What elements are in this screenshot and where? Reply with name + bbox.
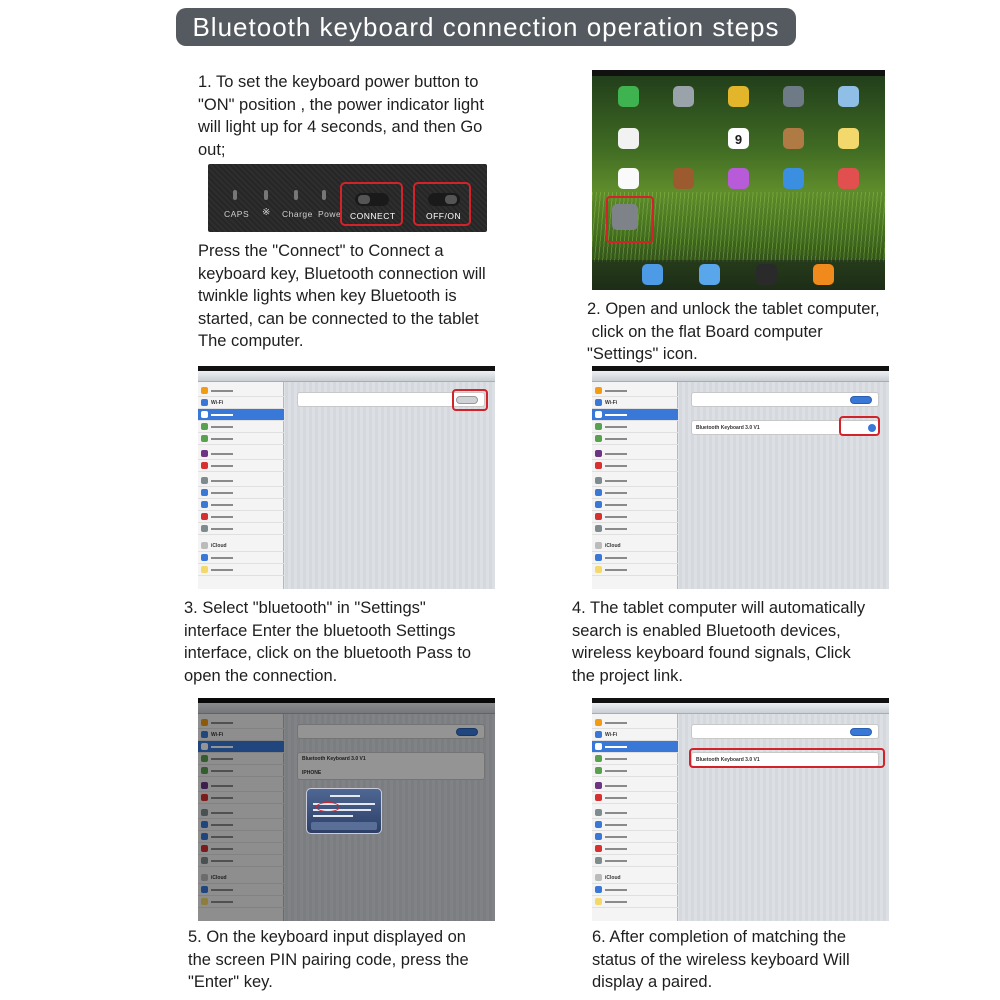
reminders-icon[interactable]: [618, 168, 639, 189]
step-3-line: interface, click on the bluetooth Pass to: [184, 644, 472, 662]
device-name: Bluetooth Keyboard 3.0 V1: [302, 756, 366, 762]
paired-device-highlight: [689, 748, 885, 768]
mail-icon[interactable]: [699, 264, 720, 285]
device-link-highlight: [839, 416, 880, 436]
settings-screen-pin-dialog: [198, 698, 495, 921]
step-3-line: interface Enter the bluetooth Settings: [184, 621, 456, 640]
bluetooth-icon: ※: [262, 207, 271, 218]
step-3-line: open the connection.: [184, 666, 338, 685]
sidebar-item-bluetooth[interactable]: [592, 741, 678, 753]
settings-sidebar: [592, 714, 678, 921]
step-4-line: the project link.: [572, 666, 683, 685]
icloud-label: iCloud: [605, 875, 621, 881]
step-1-line: "ON" position , the power indicator light: [198, 95, 484, 114]
contacts-icon[interactable]: [783, 128, 804, 149]
step-4-line: wireless keyboard found signals, Click: [572, 644, 851, 662]
connect-switch[interactable]: [355, 193, 389, 206]
bluetooth-row: [691, 724, 879, 739]
charge-led: [294, 190, 298, 200]
bluetooth-toggle[interactable]: [850, 396, 872, 404]
step-2-line: 2. Open and unlock the tablet computer,: [587, 300, 880, 318]
icloud-label: iCloud: [211, 543, 227, 549]
wifi-label: Wi-Fi: [211, 732, 224, 738]
step-1-line: out;: [198, 140, 226, 159]
gamecenter-icon[interactable]: [838, 168, 859, 189]
power-label: Powe: [318, 209, 342, 219]
step-1b-line: started, can be connected to the tablet: [198, 309, 479, 328]
photos-icon[interactable]: [728, 86, 749, 107]
wifi-label: Wi-Fi: [605, 400, 618, 406]
settings-sidebar: [592, 382, 678, 589]
device-name: Bluetooth Keyboard 3.0 V1: [696, 425, 760, 431]
camera-icon[interactable]: [673, 86, 694, 107]
pin-pairing-dialog: [306, 788, 382, 834]
wifi-label: Wi-Fi: [211, 400, 224, 406]
step-1b-line: Press the "Connect" to Connect a: [198, 242, 444, 260]
step-1b-line: The computer.: [198, 332, 304, 350]
step-3-line: 3. Select "bluetooth" in "Settings": [184, 599, 426, 617]
step-2-text: [587, 298, 907, 366]
step-2-line: "Settings" icon.: [587, 345, 698, 363]
connect-button-highlight[interactable]: [340, 182, 403, 226]
status-bar: [592, 70, 885, 76]
safari-icon[interactable]: [642, 264, 663, 285]
step-1-line: will light up for 4 seconds, and then Go: [198, 118, 483, 136]
step-5-text: [188, 926, 528, 994]
settings-main: [679, 382, 889, 589]
facetime-icon[interactable]: [783, 86, 804, 107]
notes-icon[interactable]: [838, 128, 859, 149]
step-4-line: 4. The tablet computer will automatically: [572, 599, 866, 617]
charge-label: Charge: [282, 209, 313, 219]
nav-bar: [592, 371, 889, 382]
offon-label: OFF/ON: [426, 211, 462, 221]
keyboard-panel-image: [208, 164, 487, 232]
page-title: Bluetooth keyboard connection operation steps: [176, 8, 796, 46]
step-4-line: search is enabled Bluetooth devices,: [572, 621, 841, 640]
itunes-icon[interactable]: [728, 168, 749, 189]
videos-icon[interactable]: [756, 264, 777, 285]
step-1-line: 1. To set the keyboard power button to: [198, 73, 479, 91]
step-6-text: [592, 926, 912, 994]
tablet-home-screen: [592, 70, 885, 290]
clock-icon[interactable]: [618, 128, 639, 149]
step-6-line: status of the wireless keyboard Will: [592, 950, 850, 969]
wifi-label: Wi-Fi: [605, 732, 618, 738]
settings-screen-device-found: [592, 366, 889, 589]
step-4-text: [572, 597, 917, 687]
bluetooth-toggle[interactable]: [850, 728, 872, 736]
toggle-highlight: [452, 389, 488, 411]
cancel-button[interactable]: [311, 822, 377, 830]
step-6-line: 6. After completion of matching the: [592, 928, 847, 946]
maps-icon[interactable]: [838, 86, 859, 107]
newsstand-icon[interactable]: [673, 168, 694, 189]
power-led: [322, 190, 326, 200]
connect-label: CONNECT: [350, 211, 396, 221]
step-2-line: click on the flat Board computer: [587, 322, 823, 341]
step-1-text: [198, 71, 518, 161]
settings-screen-paired: [592, 698, 889, 921]
icloud-label: iCloud: [605, 543, 621, 549]
step-1b-line: twinkle lights when key Bluetooth is: [198, 287, 457, 305]
messages-icon[interactable]: [618, 86, 639, 107]
settings-main: [285, 382, 495, 589]
calendar-icon[interactable]: 9: [728, 128, 749, 149]
pin-code-highlight: [316, 802, 340, 812]
icloud-label: iCloud: [211, 875, 227, 881]
iphone-label: IPHONE: [302, 770, 322, 776]
sidebar-item-bluetooth[interactable]: [592, 409, 678, 421]
step-6-line: display a paired.: [592, 973, 713, 991]
settings-screen-bluetooth-off: [198, 366, 495, 589]
step-5-line: 5. On the keyboard input displayed on: [188, 928, 466, 946]
music-icon[interactable]: [813, 264, 834, 285]
appstore-icon[interactable]: [783, 168, 804, 189]
step-5-line: "Enter" key.: [188, 973, 273, 991]
caps-label: CAPS: [224, 209, 250, 219]
power-switch-highlight[interactable]: [413, 182, 471, 226]
settings-main: [679, 714, 889, 921]
settings-icon-highlight: [606, 196, 654, 243]
caps-led: [233, 190, 237, 200]
step-5-line: the screen PIN pairing code, press the: [188, 950, 469, 969]
step-1b-text: [198, 240, 518, 353]
bluetooth-row: [691, 392, 879, 407]
device-name: Bluetooth Keyboard 3.0 V1: [696, 757, 760, 763]
sidebar-item-bluetooth[interactable]: [198, 409, 284, 421]
step-1b-line: keyboard key, Bluetooth connection will: [198, 264, 486, 283]
step-3-text: [184, 597, 524, 687]
settings-sidebar: [198, 382, 284, 589]
power-switch[interactable]: [428, 193, 460, 206]
dock: [592, 260, 885, 290]
bluetooth-led: [264, 190, 268, 200]
nav-bar: [592, 703, 889, 714]
nav-bar: [198, 371, 495, 382]
